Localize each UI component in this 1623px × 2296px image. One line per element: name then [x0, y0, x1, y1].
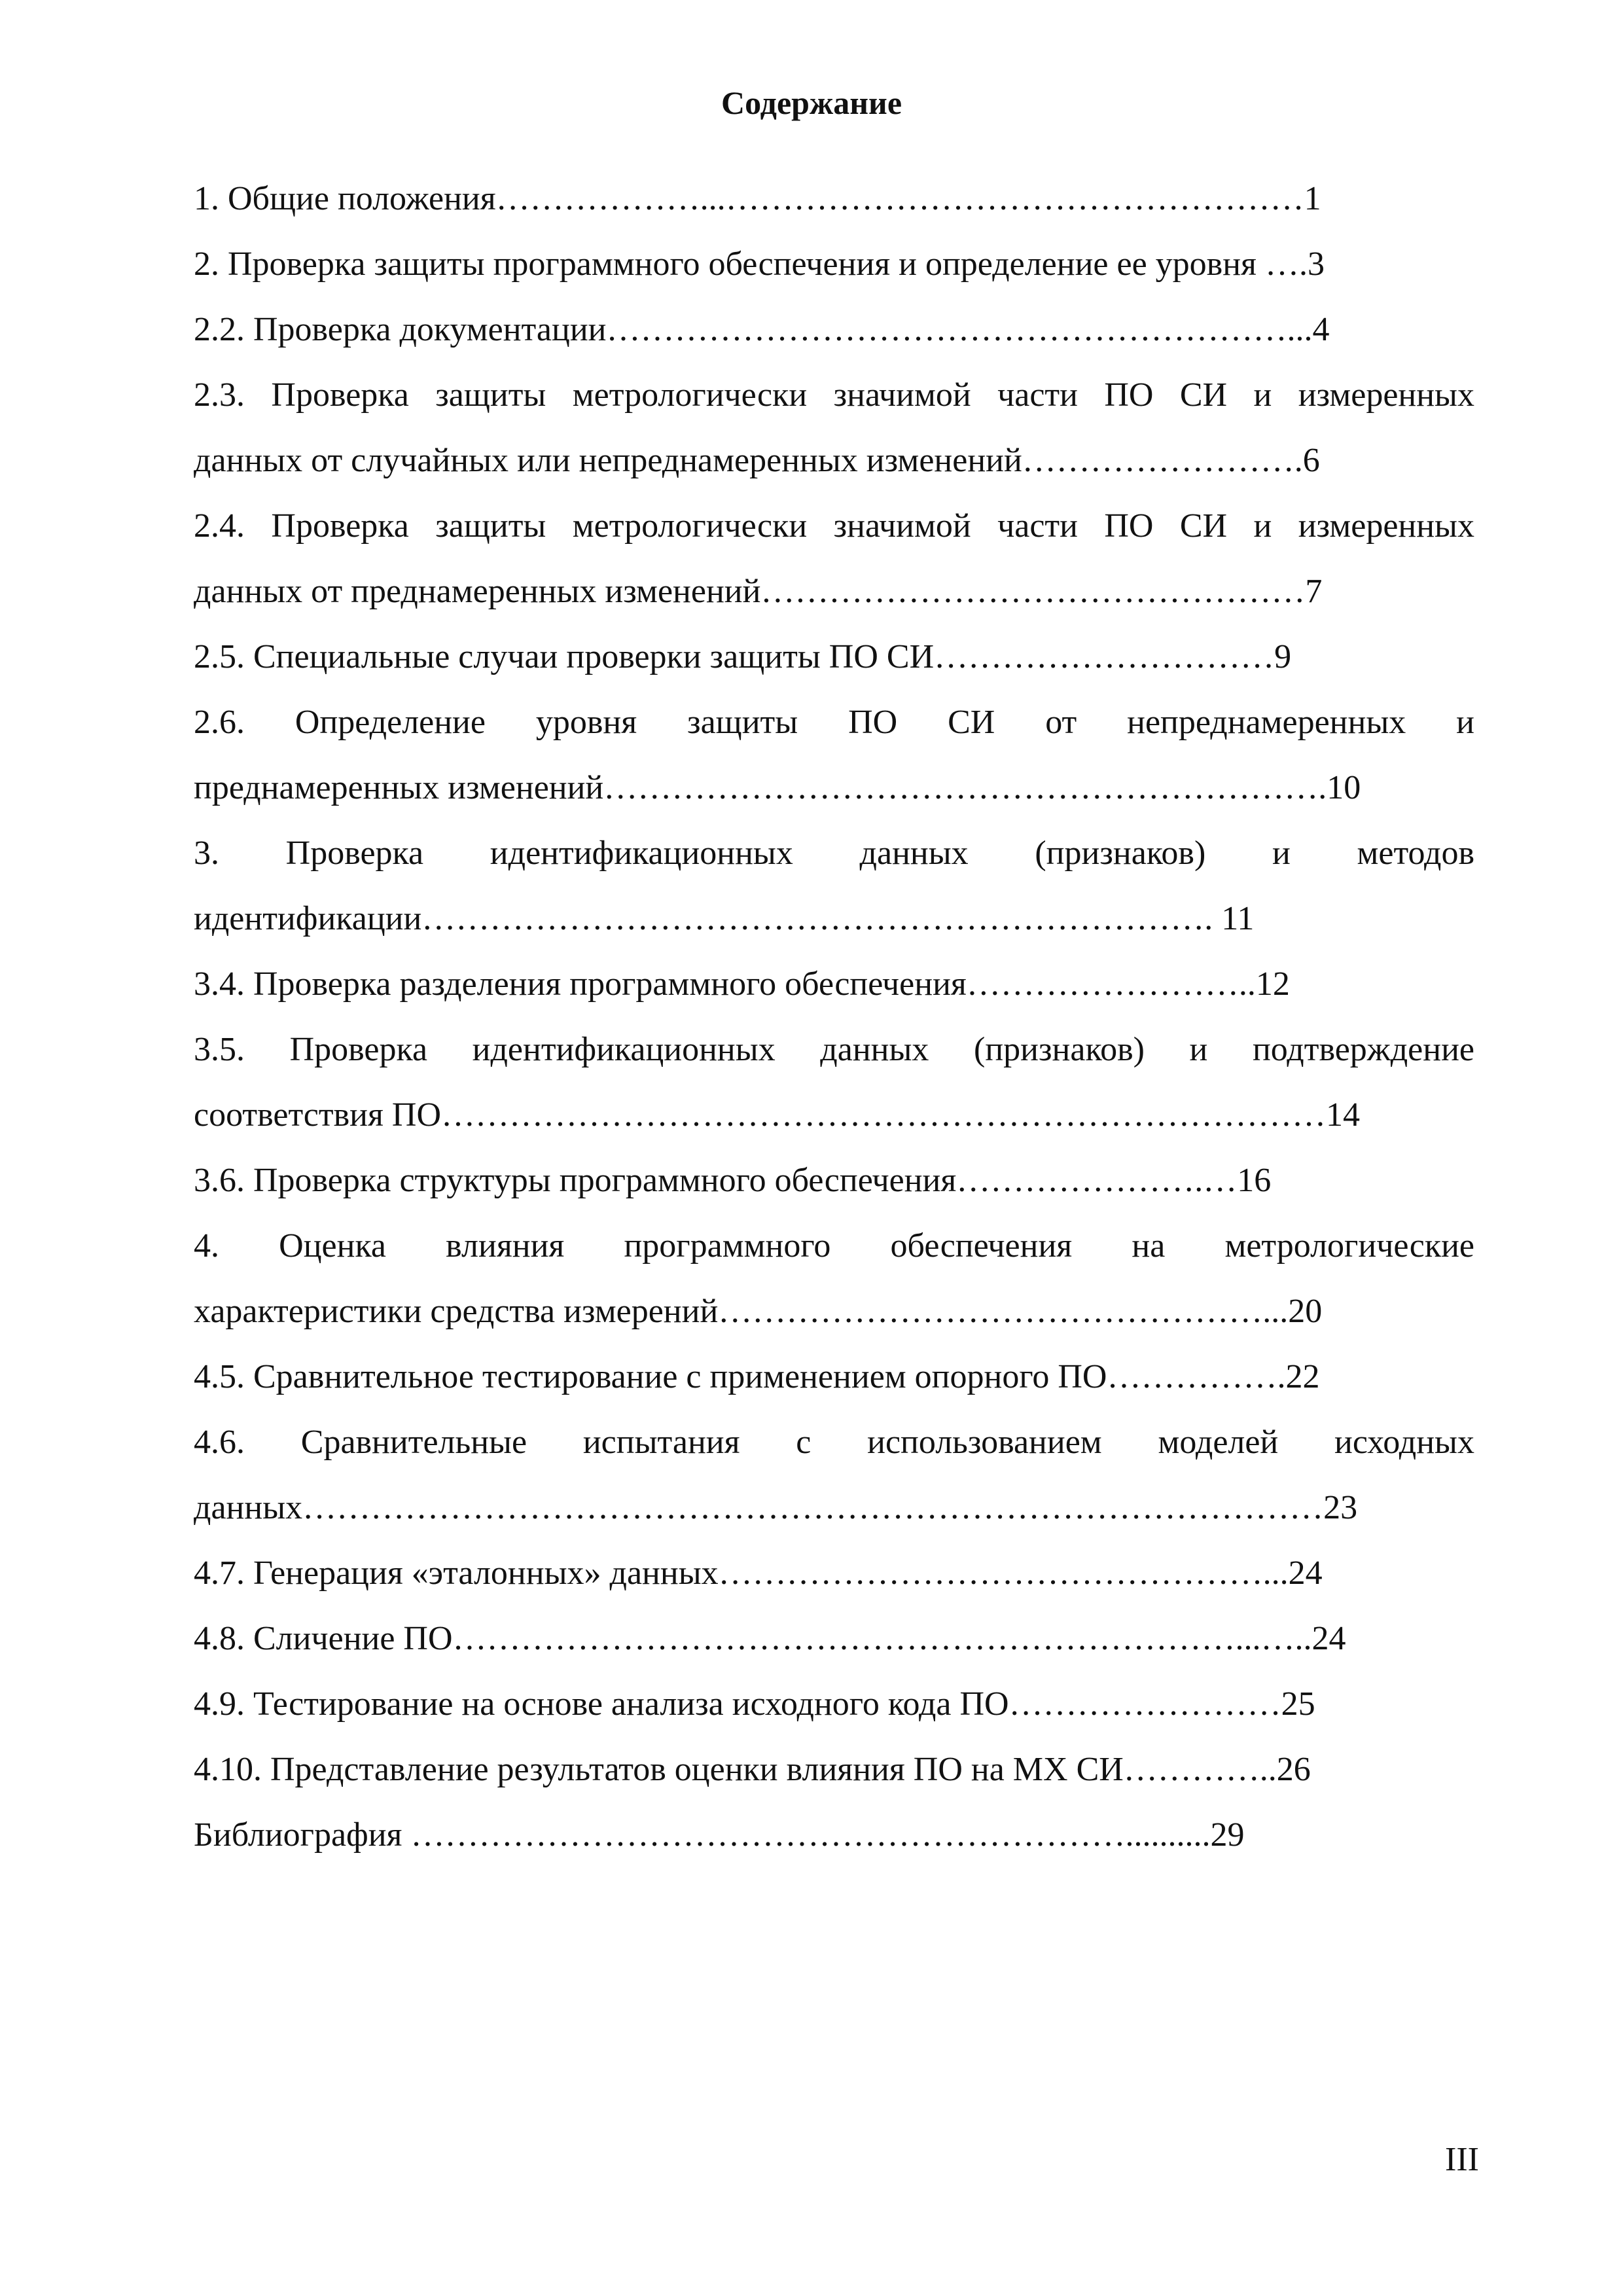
toc-entry-line: соответствия ПО……………………………………………………………………14	[194, 1096, 1361, 1134]
table-of-contents	[194, 166, 1474, 1868]
toc-entry-line: 1. Общие положения………………...……………………………………………1	[194, 180, 1321, 217]
toc-entry	[194, 1606, 1474, 1672]
toc-entry-line: Библиография ………………………………………………………..........29	[194, 1816, 1245, 1854]
toc-entry	[194, 493, 1474, 624]
toc-entry	[194, 1541, 1474, 1606]
toc-entry	[194, 232, 1474, 297]
toc-entry-line: 3.5. Проверка идентификационных данных (признаков) и подтверждение	[194, 1031, 1474, 1068]
toc-entry	[194, 1672, 1474, 1737]
toc-entry-line: 3. Проверка идентификационных данных (признаков) и методов	[194, 834, 1474, 872]
toc-entry-line: 2.5. Специальные случаи проверки защиты ПО СИ…………………………9	[194, 638, 1292, 675]
toc-entry	[194, 1344, 1474, 1410]
toc-entry-line: данных от преднамеренных изменений…………………………………………7	[194, 573, 1323, 610]
toc-entry	[194, 1017, 1474, 1148]
toc-entry	[194, 821, 1474, 952]
toc-entry-line: данных от случайных или непреднамеренных изменений…………………….6	[194, 442, 1320, 479]
toc-entry-line: 4.5. Сравнительное тестирование с применением опорного ПО…………….22	[194, 1358, 1320, 1395]
toc-entry	[194, 1148, 1474, 1213]
toc-entry-line: идентификации……………………………………………………………. 11	[194, 900, 1255, 937]
toc-entry-line: 3.6. Проверка структуры программного обеспечения………………….…16	[194, 1162, 1272, 1199]
toc-entry	[194, 1803, 1474, 1868]
toc-entry-line: 2.6. Определение уровня защиты ПО СИ от непреднамеренных и	[194, 704, 1474, 741]
toc-title: Содержание	[721, 84, 902, 121]
page-number: III	[1445, 2141, 1479, 2178]
toc-entry-line: 4.10. Представление результатов оценки влияния ПО на МХ СИ…………..26	[194, 1751, 1311, 1788]
toc-entry-line: 2.3. Проверка защиты метрологически значимой части ПО СИ и измеренных	[194, 376, 1474, 414]
toc-entry	[194, 1737, 1474, 1803]
toc-entry	[194, 297, 1474, 363]
toc-entry-line: преднамеренных изменений……………………………………………………….10	[194, 769, 1361, 806]
toc-entry-line: характеристики средства измерений…………………………………………...20	[194, 1293, 1323, 1330]
toc-entry-line: 4.9. Тестирование на основе анализа исходного кода ПО……………………25	[194, 1685, 1315, 1723]
toc-entry	[194, 624, 1474, 690]
toc-entry	[194, 1410, 1474, 1541]
toc-entry-line: 4.8. Сличение ПО……………………………………………………………...…..24	[194, 1620, 1346, 1657]
toc-entry-line: 2.4. Проверка защиты метрологически значимой части ПО СИ и измеренных	[194, 507, 1474, 545]
toc-entry	[194, 1213, 1474, 1344]
toc-entry-line: 2.2. Проверка документации……………………………………………………...4	[194, 311, 1330, 348]
toc-entry	[194, 363, 1474, 493]
toc-entry-line: 3.4. Проверка разделения программного обеспечения……………………..12	[194, 965, 1290, 1003]
toc-entry-line: 4.6. Сравнительные испытания с использованием моделей исходных	[194, 1424, 1474, 1461]
toc-entry-line: 4. Оценка влияния программного обеспечения на метрологические	[194, 1227, 1474, 1265]
toc-entry	[194, 952, 1474, 1017]
toc-entry	[194, 690, 1474, 821]
toc-entry-line: 4.7. Генерация «эталонных» данных…………………………………………...24	[194, 1554, 1323, 1592]
toc-entry-line: данных………………………………………………………………………………23	[194, 1489, 1358, 1526]
toc-entry-line: 2. Проверка защиты программного обеспечения и определение ее уровня ….3	[194, 245, 1325, 283]
toc-entry	[194, 166, 1474, 232]
